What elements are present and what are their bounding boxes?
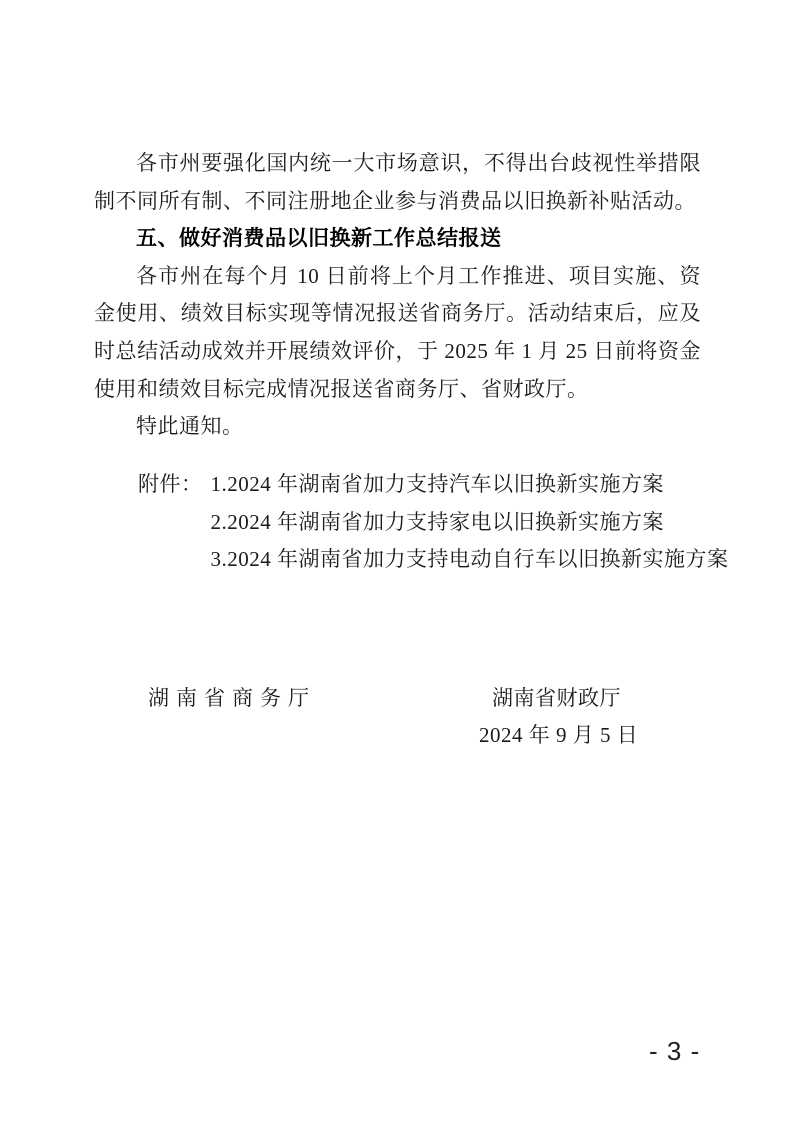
attachment-item-appliance: 2.2024 年湖南省加力支持家电以旧换新实施方案: [210, 509, 664, 534]
paragraph-notice-closing: 特此通知。: [136, 414, 244, 439]
signature-finance-dept: 湖南省财政厅: [492, 686, 621, 710]
attachments-list: [211, 466, 729, 579]
page-number: - 3 -: [649, 1036, 701, 1066]
attachments-label: 附件：: [138, 472, 203, 496]
attachment-item-ebike: 3.2024 年湖南省加力支持电动自行车以旧换新实施方案: [210, 547, 729, 572]
paragraph-market-unity: 各市州要强化国内统一大市场意识，不得出台歧视性举措限制不同所有制、不同注册地企业参与消费品以旧换新补贴活动。: [94, 151, 701, 213]
section-heading-5: 五、做好消费品以旧换新工作总结报送: [136, 227, 502, 251]
attachment-item-auto: 1.2024 年湖南省加力支持汽车以旧换新实施方案: [210, 472, 664, 496]
document-body: [94, 145, 701, 446]
signature-date: 2024 年 9 月 5 日: [479, 723, 639, 747]
paragraph-monthly-reporting: 各市州在每个月 10 日前将上个月工作推进、项目实施、资金使用、绩效目标实现等情况报送省商务厅。活动结束后，应及时总结活动成效并开展绩效评价，于 2025 年 1 月 25 日前将资金使用和绩效目标完成情况报送省商务厅、省财政厅。: [94, 263, 701, 401]
signature-commerce-dept: 湖南省商务厅: [148, 686, 316, 710]
attachments-block: [138, 466, 729, 579]
